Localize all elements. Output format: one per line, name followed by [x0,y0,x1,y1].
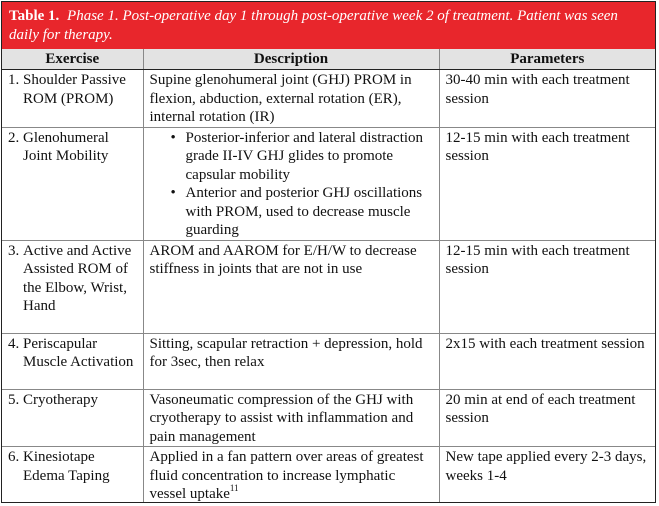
description-cell: Supine glenohumeral joint (GHJ) PROM in flexion, abduction, external rotation (ER), internal rotation (IR) [143,70,439,128]
description-cell: AROM and AAROM for E/H/W to decrease stiffness in joints that are not in use [143,240,439,333]
exercise-cell [2,333,143,389]
row-number: 3. [8,242,20,259]
phase-1-table [2,49,655,503]
row-number: 1. [8,72,20,88]
exercise-cell [2,240,143,333]
table-row [2,447,655,504]
exercise-name: Periscapular Muscle Activation [23,335,134,370]
description-cell [143,447,439,504]
table-caption [2,2,655,49]
table-row [2,389,655,447]
caption-text: Phase 1. Post-operative day 1 through post-operative week 2 of treatment. Patient was seen daily for therapy. [9,8,618,43]
description-text: Applied in a fan pattern over areas of greatest fluid concentration to increase lymphatic vessel uptake [149,449,424,502]
table-figure [1,1,656,503]
parameters-cell: 20 min at end of each treatment session [439,389,655,447]
description-bullets [144,129,435,240]
header-exercise: Exercise [2,49,143,70]
header-parameters: Parameters [439,49,655,70]
exercise-cell [2,447,143,504]
row-number: 4. [8,335,20,352]
header-description: Description [143,49,439,70]
exercise-name: Shoulder Passive ROM (PROM) [23,72,126,107]
description-cell: Sitting, scapular retraction + depression, hold for 3sec, then relax [143,333,439,389]
exercise-cell [2,389,143,447]
exercise-name: Active and Active Assisted ROM of the Elbow, Wrist, Hand [23,242,132,314]
exercise-name: Kinesiotape Edema Taping [23,449,110,484]
table-row [2,70,655,128]
exercise-cell [2,70,143,128]
citation-superscript: 11 [229,483,239,493]
exercise-name: Glenohumeral Joint Mobility [23,129,109,164]
parameters-cell: 30-40 min with each treatment session [439,70,655,128]
table-row [2,240,655,333]
description-cell: Vasoneumatic compression of the GHJ with cryotherapy to assist with inflammation and pain management [143,389,439,447]
row-number: 2. [8,129,20,146]
bullet-item: • Posterior-inferior and lateral distraction grade II-IV GHJ glides to promote capsular mobility [144,129,435,185]
caption-label: Table 1. [9,8,60,24]
bullet-item: • Anterior and posterior GHJ oscillations with PROM, used to decrease muscle guarding [144,184,435,240]
parameters-cell: New tape applied every 2-3 days, weeks 1-4 [445,449,647,484]
row-number: 5. [8,391,20,408]
parameters-cell: 2x15 with each treatment session [439,333,655,389]
parameters-cell: 12-15 min with each treatment session [439,127,655,240]
row-number: 6. [8,449,20,465]
table-row [2,333,655,389]
header-row [2,49,655,70]
parameters-cell: 12-15 min with each treatment session [439,240,655,333]
exercise-cell [2,127,143,240]
description-cell [143,127,439,240]
exercise-name: Cryotherapy [23,391,98,408]
table-row [2,127,655,240]
